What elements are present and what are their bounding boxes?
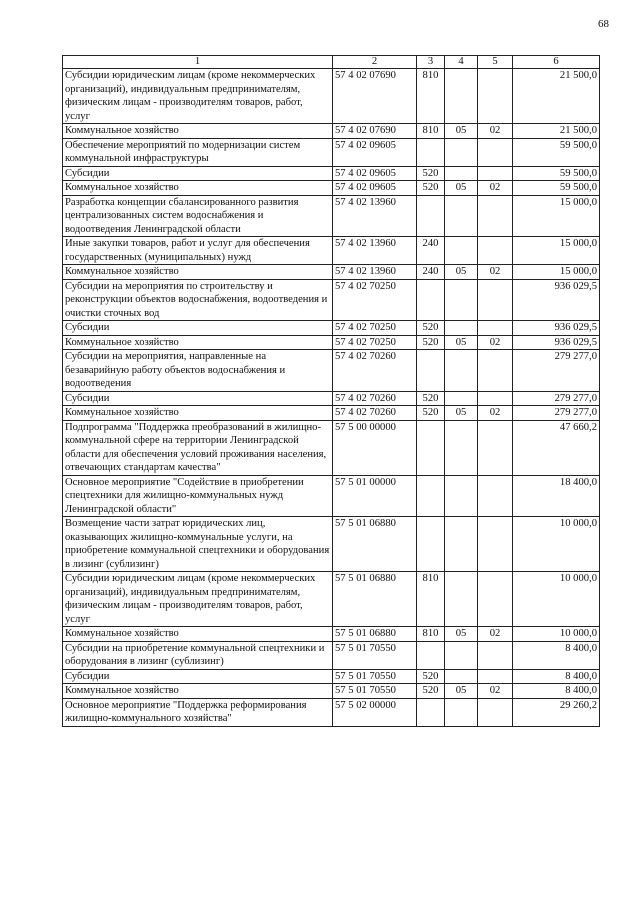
table-row (63, 684, 600, 699)
table-row (63, 406, 600, 421)
table-row (63, 166, 600, 181)
row-col3-cell (417, 517, 445, 572)
row-col5-cell (478, 698, 513, 726)
row-col4-cell: 05 (445, 124, 478, 139)
row-col4-cell (445, 475, 478, 517)
column-header-6: 6 (513, 56, 600, 69)
row-amount-cell: 279 277,0 (513, 391, 600, 406)
row-col5-cell (478, 475, 513, 517)
row-amount-cell: 936 029,5 (513, 321, 600, 336)
row-col3-cell (417, 138, 445, 166)
row-col4-cell (445, 517, 478, 572)
row-name-cell: Субсидии (63, 321, 333, 336)
table-body (63, 69, 600, 727)
row-amount-cell: 10 000,0 (513, 627, 600, 642)
row-name-cell: Субсидии (63, 166, 333, 181)
row-col3-cell: 520 (417, 335, 445, 350)
row-code-cell: 57 4 02 70250 (333, 321, 417, 336)
table-row (63, 237, 600, 265)
row-col3-cell: 520 (417, 181, 445, 196)
row-code-cell: 57 5 01 06880 (333, 517, 417, 572)
row-code-cell: 57 5 01 70550 (333, 684, 417, 699)
row-col3-cell: 810 (417, 572, 445, 627)
row-amount-cell: 29 260,2 (513, 698, 600, 726)
table-row (63, 641, 600, 669)
row-name-cell: Субсидии на приобретение коммунальной спецтехники и оборудования в лизинг (сублизинг) (63, 641, 333, 669)
row-col4-cell (445, 641, 478, 669)
row-col4-cell (445, 321, 478, 336)
row-code-cell: 57 4 02 09605 (333, 138, 417, 166)
row-name-cell: Коммунальное хозяйство (63, 124, 333, 139)
row-col5-cell: 02 (478, 265, 513, 280)
table-row (63, 698, 600, 726)
row-col3-cell (417, 279, 445, 321)
row-amount-cell: 8 400,0 (513, 684, 600, 699)
row-name-cell: Коммунальное хозяйство (63, 335, 333, 350)
row-col4-cell: 05 (445, 265, 478, 280)
row-col4-cell: 05 (445, 627, 478, 642)
row-col5-cell: 02 (478, 335, 513, 350)
row-name-cell: Субсидии (63, 391, 333, 406)
row-name-cell: Подпрограмма "Поддержка преобразований в жилищно-коммунальной сфере на территории Ленинградской области для обеспечения условий проживания населения, отвечающих стандартам качества" (63, 420, 333, 475)
row-code-cell: 57 4 02 07690 (333, 69, 417, 124)
row-col3-cell (417, 195, 445, 237)
column-header-2: 2 (333, 56, 417, 69)
row-col5-cell (478, 669, 513, 684)
row-col5-cell (478, 350, 513, 392)
row-col5-cell: 02 (478, 181, 513, 196)
row-code-cell: 57 4 02 70250 (333, 335, 417, 350)
row-col4-cell (445, 572, 478, 627)
row-amount-cell: 936 029,5 (513, 335, 600, 350)
row-code-cell: 57 4 02 13960 (333, 237, 417, 265)
row-code-cell: 57 5 02 00000 (333, 698, 417, 726)
table-row (63, 138, 600, 166)
row-col4-cell: 05 (445, 406, 478, 421)
row-name-cell: Основное мероприятие "Содействие в приобретении спецтехники для жилищно-коммунальных нужд Ленинградской области" (63, 475, 333, 517)
row-amount-cell: 8 400,0 (513, 641, 600, 669)
row-amount-cell: 936 029,5 (513, 279, 600, 321)
table-row (63, 627, 600, 642)
row-amount-cell: 15 000,0 (513, 265, 600, 280)
row-name-cell: Коммунальное хозяйство (63, 406, 333, 421)
column-header-1: 1 (63, 56, 333, 69)
row-col3-cell (417, 350, 445, 392)
row-col5-cell (478, 195, 513, 237)
row-col5-cell (478, 391, 513, 406)
row-col5-cell (478, 69, 513, 124)
table-row (63, 420, 600, 475)
row-col5-cell: 02 (478, 627, 513, 642)
row-col4-cell: 05 (445, 181, 478, 196)
row-col3-cell: 520 (417, 166, 445, 181)
row-col5-cell (478, 321, 513, 336)
row-name-cell: Субсидии юридическим лицам (кроме некоммерческих организаций), индивидуальным предпринимателям, физическим лицам - производителям товаров, работ, услуг (63, 69, 333, 124)
row-name-cell: Субсидии на мероприятия, направленные на безаварийную работу объектов водоснабжения и водоотведения (63, 350, 333, 392)
row-amount-cell: 59 500,0 (513, 166, 600, 181)
row-name-cell: Иные закупки товаров, работ и услуг для обеспечения государственных (муниципальных) нужд (63, 237, 333, 265)
row-amount-cell: 279 277,0 (513, 350, 600, 392)
table-row (63, 669, 600, 684)
row-col5-cell (478, 420, 513, 475)
row-name-cell: Коммунальное хозяйство (63, 684, 333, 699)
row-col3-cell (417, 475, 445, 517)
row-name-cell: Обеспечение мероприятий по модернизации систем коммунальной инфраструктуры (63, 138, 333, 166)
row-amount-cell: 15 000,0 (513, 237, 600, 265)
row-col4-cell (445, 138, 478, 166)
row-col3-cell (417, 698, 445, 726)
row-code-cell: 57 4 02 70260 (333, 406, 417, 421)
row-name-cell: Субсидии на мероприятия по строительству и реконструкции объектов водоснабжения, водоотведения и очистки сточных вод (63, 279, 333, 321)
row-amount-cell: 10 000,0 (513, 517, 600, 572)
row-col3-cell: 520 (417, 391, 445, 406)
row-amount-cell: 8 400,0 (513, 669, 600, 684)
row-col5-cell (478, 237, 513, 265)
row-amount-cell: 21 500,0 (513, 124, 600, 139)
table-row (63, 279, 600, 321)
table-row (63, 517, 600, 572)
table-header (63, 56, 600, 69)
row-code-cell: 57 4 02 13960 (333, 195, 417, 237)
row-code-cell: 57 4 02 70260 (333, 350, 417, 392)
row-col5-cell (478, 517, 513, 572)
row-name-cell: Субсидии (63, 669, 333, 684)
row-code-cell: 57 4 02 07690 (333, 124, 417, 139)
row-col4-cell (445, 350, 478, 392)
row-code-cell: 57 5 00 00000 (333, 420, 417, 475)
table-row (63, 475, 600, 517)
row-col4-cell (445, 698, 478, 726)
row-code-cell: 57 4 02 09605 (333, 181, 417, 196)
row-name-cell: Субсидии юридическим лицам (кроме некоммерческих организаций), индивидуальным предпринимателям, физическим лицам - производителям товаров, работ, услуг (63, 572, 333, 627)
table-row (63, 335, 600, 350)
row-amount-cell: 47 660,2 (513, 420, 600, 475)
row-col5-cell: 02 (478, 684, 513, 699)
row-col5-cell: 02 (478, 406, 513, 421)
table-row (63, 195, 600, 237)
row-amount-cell: 10 000,0 (513, 572, 600, 627)
table-row (63, 69, 600, 124)
row-code-cell: 57 5 01 06880 (333, 572, 417, 627)
table-row (63, 321, 600, 336)
row-col4-cell (445, 166, 478, 181)
budget-table (62, 55, 600, 727)
table-row (63, 572, 600, 627)
table-row (63, 181, 600, 196)
row-col4-cell (445, 279, 478, 321)
row-name-cell: Коммунальное хозяйство (63, 265, 333, 280)
row-name-cell: Коммунальное хозяйство (63, 627, 333, 642)
row-code-cell: 57 5 01 70550 (333, 669, 417, 684)
row-col4-cell (445, 237, 478, 265)
row-col3-cell: 520 (417, 684, 445, 699)
row-col3-cell: 520 (417, 321, 445, 336)
row-code-cell: 57 4 02 70250 (333, 279, 417, 321)
row-col5-cell (478, 138, 513, 166)
row-col4-cell: 05 (445, 335, 478, 350)
row-col3-cell: 520 (417, 406, 445, 421)
row-col4-cell (445, 391, 478, 406)
row-code-cell: 57 5 01 06880 (333, 627, 417, 642)
row-name-cell: Возмещение части затрат юридических лиц, оказывающих жилищно-коммунальные услуги, на приобретение коммунальной спецтехники и оборудования в лизинг (сублизинг) (63, 517, 333, 572)
row-col5-cell (478, 572, 513, 627)
table-row (63, 124, 600, 139)
row-code-cell: 57 4 02 09605 (333, 166, 417, 181)
row-col4-cell (445, 669, 478, 684)
row-col4-cell (445, 195, 478, 237)
table-row (63, 265, 600, 280)
page-number: 68 (598, 18, 609, 30)
row-name-cell: Основное мероприятие "Поддержка реформирования жилищно-коммунального хозяйства" (63, 698, 333, 726)
table-row (63, 391, 600, 406)
row-name-cell: Разработка концепции сбалансированного развития централизованных систем водоснабжения и водоотведения Ленинградской области (63, 195, 333, 237)
row-code-cell: 57 4 02 13960 (333, 265, 417, 280)
row-col5-cell (478, 166, 513, 181)
row-col3-cell: 520 (417, 669, 445, 684)
row-col3-cell: 810 (417, 627, 445, 642)
row-amount-cell: 59 500,0 (513, 138, 600, 166)
row-col5-cell (478, 279, 513, 321)
row-col3-cell: 240 (417, 237, 445, 265)
row-code-cell: 57 4 02 70260 (333, 391, 417, 406)
row-col3-cell: 810 (417, 69, 445, 124)
column-header-3: 3 (417, 56, 445, 69)
row-col3-cell: 810 (417, 124, 445, 139)
row-col4-cell: 05 (445, 684, 478, 699)
row-code-cell: 57 5 01 70550 (333, 641, 417, 669)
row-code-cell: 57 5 01 00000 (333, 475, 417, 517)
column-header-4: 4 (445, 56, 478, 69)
row-col5-cell: 02 (478, 124, 513, 139)
row-col3-cell: 240 (417, 265, 445, 280)
row-col3-cell (417, 420, 445, 475)
table-row (63, 350, 600, 392)
row-col4-cell (445, 69, 478, 124)
row-amount-cell: 18 400,0 (513, 475, 600, 517)
column-header-5: 5 (478, 56, 513, 69)
row-amount-cell: 59 500,0 (513, 181, 600, 196)
row-amount-cell: 15 000,0 (513, 195, 600, 237)
row-col4-cell (445, 420, 478, 475)
row-col5-cell (478, 641, 513, 669)
row-amount-cell: 279 277,0 (513, 406, 600, 421)
row-name-cell: Коммунальное хозяйство (63, 181, 333, 196)
row-amount-cell: 21 500,0 (513, 69, 600, 124)
row-col3-cell (417, 641, 445, 669)
